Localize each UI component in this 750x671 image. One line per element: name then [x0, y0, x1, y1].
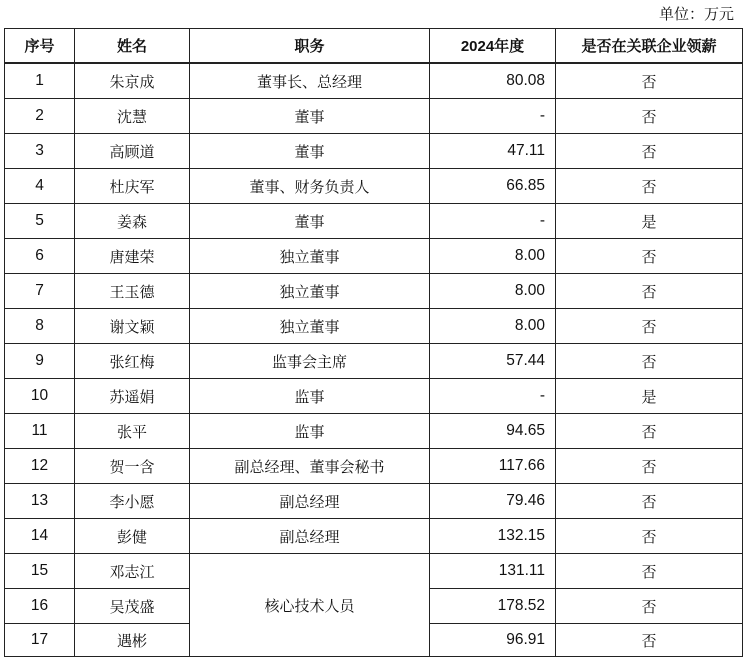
table-row	[5, 414, 743, 449]
table-row	[5, 239, 743, 274]
row-no: 10	[5, 379, 75, 414]
row-no: 2	[5, 99, 75, 134]
row-no: 9	[5, 344, 75, 379]
row-name: 高顾道	[75, 134, 190, 169]
row-amount: 94.65	[430, 414, 556, 449]
row-name: 李小愿	[75, 484, 190, 519]
row-title: 董事	[190, 99, 430, 134]
row-title: 副总经理	[190, 484, 430, 519]
row-amount: 96.91	[430, 624, 556, 657]
row-amount: -	[430, 204, 556, 239]
row-no: 11	[5, 414, 75, 449]
row-title-merged: 核心技术人员	[190, 554, 430, 657]
header-year: 2024年度	[430, 29, 556, 64]
row-related: 否	[556, 309, 743, 344]
row-related: 否	[556, 134, 743, 169]
table-row	[5, 63, 743, 99]
table-row	[5, 484, 743, 519]
table-row	[5, 344, 743, 379]
row-related: 否	[556, 414, 743, 449]
row-title: 独立董事	[190, 239, 430, 274]
row-title: 副总经理、董事会秘书	[190, 449, 430, 484]
header-row	[5, 29, 743, 64]
header-title: 职务	[190, 29, 430, 64]
table-row	[5, 379, 743, 414]
header-name: 姓名	[75, 29, 190, 64]
row-name: 杜庆军	[75, 169, 190, 204]
row-related: 否	[556, 519, 743, 554]
row-amount: 117.66	[430, 449, 556, 484]
row-related: 否	[556, 589, 743, 624]
row-related: 否	[556, 99, 743, 134]
header-no: 序号	[5, 29, 75, 64]
table-row	[5, 134, 743, 169]
row-related: 否	[556, 484, 743, 519]
table-row	[5, 519, 743, 554]
row-no: 3	[5, 134, 75, 169]
row-related: 否	[556, 239, 743, 274]
row-amount: 132.15	[430, 519, 556, 554]
row-name: 沈慧	[75, 99, 190, 134]
row-amount: 66.85	[430, 169, 556, 204]
row-amount: -	[430, 379, 556, 414]
row-related: 否	[556, 274, 743, 309]
table-row	[5, 309, 743, 344]
row-name: 吴茂盛	[75, 589, 190, 624]
row-amount: 79.46	[430, 484, 556, 519]
row-related: 否	[556, 449, 743, 484]
row-no: 13	[5, 484, 75, 519]
row-related: 否	[556, 63, 743, 99]
table-row	[5, 449, 743, 484]
row-title: 独立董事	[190, 274, 430, 309]
row-name: 王玉德	[75, 274, 190, 309]
row-name: 邓志江	[75, 554, 190, 589]
table-row	[5, 204, 743, 239]
row-no: 4	[5, 169, 75, 204]
row-title: 监事会主席	[190, 344, 430, 379]
row-no: 8	[5, 309, 75, 344]
table-row	[5, 554, 743, 589]
row-title: 董事、财务负责人	[190, 169, 430, 204]
row-name: 遇彬	[75, 624, 190, 657]
row-amount: 131.11	[430, 554, 556, 589]
row-related: 是	[556, 379, 743, 414]
unit-label: 单位：万元	[658, 5, 734, 23]
row-no: 5	[5, 204, 75, 239]
row-name: 唐建荣	[75, 239, 190, 274]
row-name: 贺一含	[75, 449, 190, 484]
row-no: 7	[5, 274, 75, 309]
row-amount: 8.00	[430, 239, 556, 274]
row-amount: 8.00	[430, 309, 556, 344]
row-amount: 47.11	[430, 134, 556, 169]
row-name: 张红梅	[75, 344, 190, 379]
table-row	[5, 274, 743, 309]
compensation-table	[4, 28, 743, 657]
row-no: 14	[5, 519, 75, 554]
table-row	[5, 169, 743, 204]
row-no: 16	[5, 589, 75, 624]
row-no: 17	[5, 624, 75, 657]
row-no: 12	[5, 449, 75, 484]
row-related: 否	[556, 169, 743, 204]
row-name: 张平	[75, 414, 190, 449]
row-name: 谢文颖	[75, 309, 190, 344]
row-name: 苏遥娟	[75, 379, 190, 414]
row-title: 董事	[190, 134, 430, 169]
row-title: 独立董事	[190, 309, 430, 344]
row-name: 朱京成	[75, 63, 190, 99]
row-title: 监事	[190, 379, 430, 414]
row-related: 否	[556, 344, 743, 379]
row-amount: 80.08	[430, 63, 556, 99]
row-title: 董事	[190, 204, 430, 239]
row-related: 是	[556, 204, 743, 239]
header-related: 是否在关联企业领薪	[556, 29, 743, 64]
row-amount: 178.52	[430, 589, 556, 624]
row-no: 1	[5, 63, 75, 99]
row-title: 副总经理	[190, 519, 430, 554]
row-name: 彭健	[75, 519, 190, 554]
table-row	[5, 99, 743, 134]
row-title: 董事长、总经理	[190, 63, 430, 99]
row-related: 否	[556, 554, 743, 589]
row-amount: -	[430, 99, 556, 134]
row-no: 15	[5, 554, 75, 589]
row-related: 否	[556, 624, 743, 657]
row-amount: 57.44	[430, 344, 556, 379]
row-amount: 8.00	[430, 274, 556, 309]
row-no: 6	[5, 239, 75, 274]
row-name: 姜森	[75, 204, 190, 239]
row-title: 监事	[190, 414, 430, 449]
